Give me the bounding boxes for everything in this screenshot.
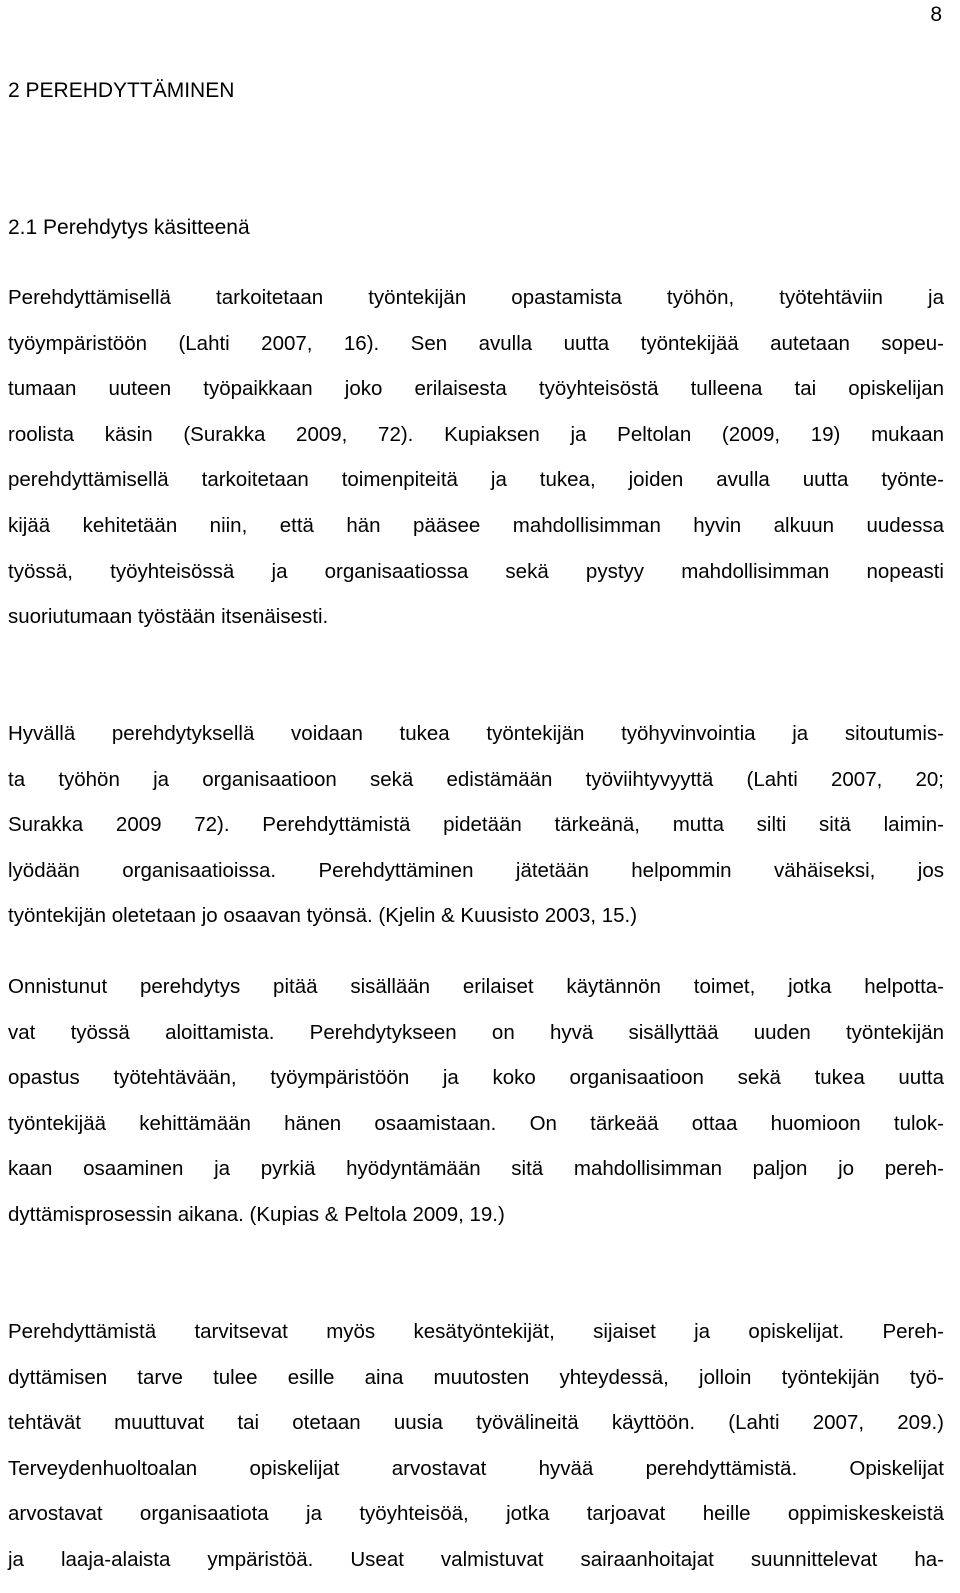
text-line: työssä, työyhteisössä ja organisaatiossa sekä pystyy mahdollisimman nopeasti <box>8 559 944 583</box>
text-line: Surakka 2009 72). Perehdyttämistä pidetään tärkeänä, mutta silti sitä laimin- <box>8 813 944 837</box>
chapter-title: 2 PEREHDYTTÄMINEN <box>8 79 235 102</box>
text-line: Perehdyttämisellä tarkoitetaan työntekijän opastamista työhön, työtehtäviin ja <box>8 286 944 309</box>
text-line: työntekijää kehittämään hänen osaamistaan. On tärkeää ottaa huomioon tulok- <box>8 1111 944 1135</box>
text-line: dyttämisprosessin aikana. (Kupias & Peltola 2009, 19.) <box>8 1202 505 1226</box>
text-line: kaan osaaminen ja pyrkiä hyödyntämään sitä mahdollisimman paljon jo pereh- <box>8 1157 944 1181</box>
text-line: perehdyttämisellä tarkoitetaan toimenpiteitä ja tukea, joiden avulla uutta työnte- <box>8 468 944 492</box>
text-line: dyttämisen tarve tulee esille aina muutosten yhteydessä, jolloin työntekijän työ- <box>8 1365 944 1389</box>
text-line: roolista käsin (Surakka 2009, 72). Kupiaksen ja Peltolan (2009, 19) mukaan <box>8 422 944 446</box>
text-line: työntekijän oletetaan jo osaavan työnsä. (Kjelin & Kuusisto 2003, 15.) <box>8 904 638 928</box>
text-line: Perehdyttämistä tarvitsevat myös kesätyöntekijät, sijaiset ja opiskelijat. Pereh- <box>8 1320 944 1343</box>
text-line: arvostavat organisaatiota ja työyhteisöä, jotka tarjoavat heille oppimiskeskeistä <box>8 1502 944 1526</box>
paragraph-1 <box>8 275 944 640</box>
text-line: Onnistunut perehdytys pitää sisällään erilaiset käytännön toimet, jotka helpotta- <box>8 975 944 998</box>
text-line: työympäristöön (Lahti 2007, 16). Sen avulla uutta työntekijää autetaan sopeu- <box>8 331 944 355</box>
section-title: 2.1 Perehdytys käsitteenä <box>8 216 250 239</box>
text-line: tehtävät muuttuvat tai otetaan uusia työvälineitä käyttöön. (Lahti 2007, 209.) <box>8 1411 944 1435</box>
text-line: kijää kehitetään niin, että hän pääsee mahdollisimman hyvin alkuun uudessa <box>8 513 944 537</box>
paragraph-2 <box>8 711 944 939</box>
text-line: Terveydenhuoltoalan opiskelijat arvostavat hyvää perehdyttämistä. Opiskelijat <box>8 1456 944 1480</box>
text-line: ta työhön ja organisaatioon sekä edistämään työviihtyvyyttä (Lahti 2007, 20; <box>8 767 944 791</box>
text-line: lyödään organisaatioissa. Perehdyttäminen jätetään helpommin vähäiseksi, jos <box>8 858 944 882</box>
text-line: ja laaja-alaista ympäristöä. Useat valmistuvat sairaanhoitajat suunnittelevat ha- <box>8 1547 944 1571</box>
text-line: tumaan uuteen työpaikkaan joko erilaisesta työyhteisöstä tulleena tai opiskelijan <box>8 377 944 401</box>
text-line: opastus työtehtävään, työympäristöön ja koko organisaatioon sekä tukea uutta <box>8 1066 944 1090</box>
text-line: vat työssä aloittamista. Perehdytykseen on hyvä sisällyttää uuden työntekijän <box>8 1020 944 1044</box>
text-line: suoriutumaan työstään itsenäisesti. <box>8 605 329 629</box>
text-line: Hyvällä perehdytyksellä voidaan tukea työntekijän työhyvinvointia ja sitoutumis- <box>8 722 944 745</box>
paragraph-3 <box>8 964 944 1238</box>
page-number: 8 <box>930 3 942 26</box>
paragraph-4 <box>8 1309 944 1583</box>
